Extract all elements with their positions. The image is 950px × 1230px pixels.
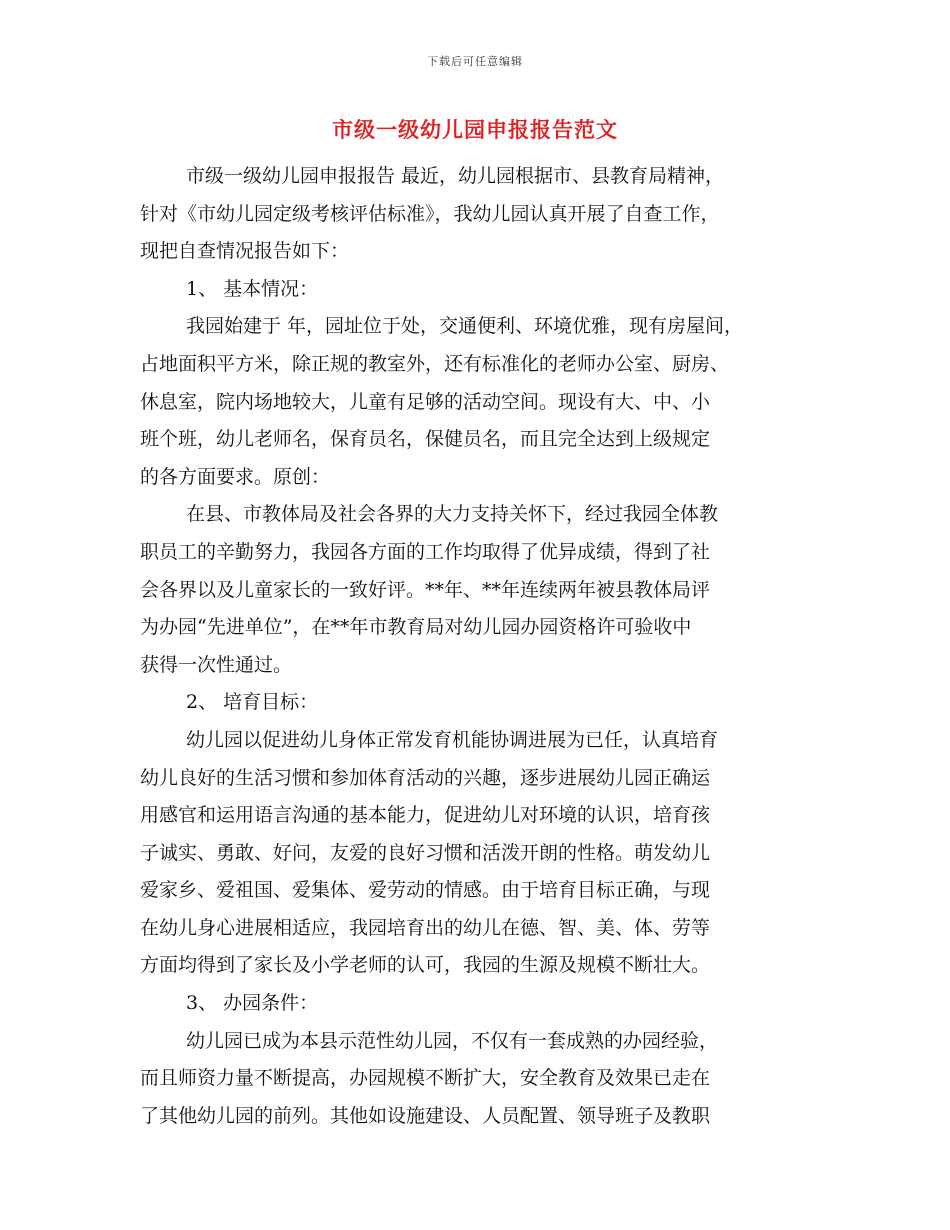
text-line: 幼儿园已成为本县示范性幼儿园，不仅有一套成熟的办园经验， — [186, 1029, 719, 1052]
text-line: 休息室，院内场地较大，儿童有足够的活动空间。现设有大、中、小 — [140, 390, 711, 413]
text-line: 在幼儿身心进展相适应，我园培育出的幼儿在德、智、美、体、劳等 — [140, 916, 711, 939]
text-line: 针对《市幼儿园定级考核评估标准》，我幼儿园认真开展了自查工作， — [140, 202, 720, 225]
text-line: 市级一级幼儿园申报报告 最近，幼儿园根据市、县教育局精神， — [186, 165, 725, 187]
text-line: 会各界以及儿童家长的一致好评。**年、**年连续两年被县教体局评 — [140, 578, 711, 601]
header-note: 下载后可任意编辑 — [427, 55, 523, 68]
text-line: 获得一次性通过。 — [140, 653, 293, 676]
text-line: 了其他幼儿园的前列。其他如设施建设、人员配置、领导班子及教职 — [140, 1104, 711, 1127]
text-line: 1、 基本情况： — [186, 277, 319, 300]
text-line: 子诚实、勇敢、好问，友爱的良好习惯和活泼开朗的性格。萌发幼儿 — [140, 841, 711, 864]
text-line: 占地面积平方米，除正规的教室外，还有标准化的老师办公室、厨房、 — [140, 352, 730, 375]
text-line: 在县、市教体局及社会各界的大力支持关怀下，经过我园全体教 — [186, 503, 719, 526]
document-body — [140, 158, 815, 1135]
text-line: 我园始建于 年，园址位于处，交通便利、环境优雅，现有房屋间， — [186, 315, 744, 338]
text-line: 而且师资力量不断提高，办园规模不断扩大，安全教育及效果已走在 — [140, 1067, 711, 1090]
text-line: 2、 培育目标： — [186, 691, 319, 714]
text-line: 用感官和运用语言沟通的基本能力，促进幼儿对环境的认识，培育孩 — [140, 804, 711, 827]
text-line: 爱家乡、爱祖国、爱集体、爱劳动的情感。由于培育目标正确，与现 — [140, 879, 711, 902]
text-line: 为办园“先进单位”，在**年市教育局对幼儿园办园资格许可验收中 — [140, 616, 692, 639]
text-line: 3、 办园条件： — [186, 992, 319, 1015]
text-line: 职员工的辛勤努力，我园各方面的工作均取得了优异成绩，得到了社 — [140, 540, 711, 563]
text-line: 幼儿良好的生活习惯和参加体育活动的兴趣，逐步进展幼儿园正确运 — [140, 766, 711, 789]
text-line: 的各方面要求。原创： — [140, 465, 331, 488]
text-line: 班个班，幼儿老师名，保育员名，保健员名，而且完全达到上级规定 — [140, 428, 711, 451]
text-line: 方面均得到了家长及小学老师的认可，我园的生源及规模不断壮大。 — [140, 954, 711, 977]
text-line: 现把自查情况报告如下： — [140, 240, 350, 263]
document-title: 市级一级幼儿园申报报告范文 — [332, 118, 618, 142]
text-line: 幼儿园以促进幼儿身体正常发育机能协调进展为已任，认真培育 — [186, 728, 719, 751]
